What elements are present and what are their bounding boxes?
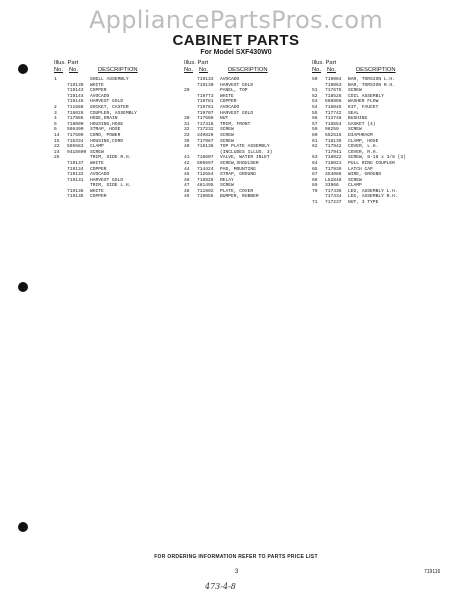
header-illus-part: Illus. Part (184, 60, 209, 66)
illus-number: 69 (312, 183, 318, 189)
illus-number: 33 (184, 132, 190, 138)
part-description: COUPLER, ASSEMBLY (90, 110, 137, 116)
part-description: STRAP, HOSE (90, 127, 121, 133)
header-illus-part: Illus. Part (54, 60, 79, 66)
part-description: DIAPHRAGM (348, 132, 373, 138)
part-number: 719055 (197, 194, 214, 200)
part-number: 719707 (197, 110, 214, 116)
part-number: 717675 (325, 88, 342, 94)
part-description: SOCKET, CASTER (90, 104, 129, 110)
illus-number: 57 (312, 121, 318, 127)
illus-number: 1 (54, 77, 57, 82)
illus-number: 47 (184, 183, 190, 189)
part-description: PULL RING COUPLER (348, 160, 395, 166)
part-description: SCREW (348, 88, 362, 94)
part-description: COPPER (90, 88, 107, 94)
part-description: RELAY (220, 177, 234, 183)
part-description: CORD, POWER (90, 132, 121, 138)
part-description: HARVEST GOLD (90, 177, 124, 183)
illus-number: 54 (312, 104, 318, 110)
column-header (54, 60, 178, 77)
part-number: 717232 (197, 127, 214, 133)
part-description: HARVEST GOLD (220, 82, 254, 88)
part-number: 714424 (197, 166, 214, 172)
part-description: COIL ASSEMBLY (348, 93, 384, 99)
part-description: HOUSING,CORD (90, 138, 124, 144)
illus-number: 45 (184, 172, 190, 178)
illus-number: 46 (184, 177, 190, 183)
part-description: WASHER FLOW (348, 99, 379, 105)
part-description: CLAMP, HOSE (348, 138, 379, 144)
part-description: TRIM, FRONT (220, 121, 251, 127)
illus-number: 51 (312, 88, 318, 94)
illus-number: 59 (312, 127, 318, 133)
illus-number: 4 (54, 116, 57, 122)
part-description: NUT, 3 TYPE (348, 200, 379, 206)
part-description: SCREW (348, 127, 362, 133)
part-description: (INCLUDES ILLUS. 3) (220, 149, 273, 155)
part-number: 719136 (67, 188, 84, 194)
part-description: KIT, FAUCET (348, 104, 379, 110)
part-number: 719134 (67, 166, 84, 172)
illus-number: 68 (312, 177, 318, 183)
page-subtitle: For Model SXF430W0 (200, 49, 272, 56)
part-description: SHELL ASSEMBLY (90, 77, 129, 82)
header-illus-part: Illus. Part (312, 60, 337, 66)
illus-number: 71 (312, 200, 318, 206)
part-number: 719131 (67, 177, 84, 183)
part-number: 719144 (67, 93, 84, 99)
part-number: 481495 (197, 183, 214, 189)
part-description: COPPER (220, 99, 237, 105)
illus-number: 41 (184, 155, 190, 161)
illus-number: 55 (312, 110, 318, 116)
part-number: 717434 (325, 194, 342, 200)
part-description: CLAMP (90, 144, 104, 150)
header-no: No. (184, 67, 194, 73)
part-description: COPPER (90, 194, 107, 200)
part-number: 712654 (197, 172, 214, 178)
part-description: PAD, MOUNTING (220, 166, 256, 172)
illus-number: 30 (184, 116, 190, 122)
ordering-info-note: FOR ORDERING INFORMATION REFER TO PARTS PRICE LIST (154, 554, 318, 560)
part-description: BUMPER, RUBBER (220, 194, 259, 200)
part-description: WHITE (90, 188, 104, 194)
parts-row (184, 194, 308, 200)
part-number: 596697 (197, 160, 214, 166)
part-description: SCREW (220, 138, 234, 144)
part-description: HOSE,DRAIN (90, 116, 118, 122)
part-number: 719139 (67, 82, 84, 88)
part-number: 596490 (67, 127, 84, 133)
part-description: HARVEST GOLD (220, 110, 254, 116)
part-description: SCREW, 8-18 x 3/8 (3) (348, 155, 406, 161)
part-description: PANEL, TOP (220, 88, 248, 94)
part-number: 719781 (197, 104, 214, 110)
part-description: NUT (220, 116, 229, 122)
punch-hole-top (18, 64, 28, 74)
illus-number: 29 (184, 88, 190, 94)
part-number: 717986 (67, 116, 84, 122)
part-number: 718000 (67, 121, 84, 127)
illus-number: 52 (312, 93, 318, 99)
part-description: TRIM, SIDE L.H. (90, 183, 132, 189)
part-description: COPPER (90, 166, 107, 172)
header-no: No. (54, 67, 64, 73)
part-number: 717942 (325, 144, 342, 150)
part-description: SCREW (220, 127, 234, 133)
illus-number: 6 (54, 127, 57, 133)
part-number: 716334 (67, 138, 84, 144)
part-description: AVOCADO (90, 172, 110, 178)
part-number: 711992 (197, 188, 214, 194)
column-header (312, 60, 440, 77)
part-number: 713748 (325, 116, 342, 122)
part-number: 354086 (325, 172, 342, 178)
illus-number: 31 (184, 121, 190, 127)
part-description: SCREW (220, 183, 234, 189)
part-number: 716136 (197, 144, 214, 150)
part-number: 717941 (325, 149, 342, 155)
part-number: 568868 (325, 99, 342, 105)
handwritten-note: 473-4-8 (205, 582, 236, 591)
part-number: 719135 (67, 194, 84, 200)
parts-column-2 (184, 60, 308, 200)
column-header (184, 60, 308, 77)
illus-number: 60 (312, 132, 318, 138)
part-description: BAR, TORSION L.H. (348, 77, 395, 82)
part-number: 718554 (325, 121, 342, 127)
illus-number: 67 (312, 172, 318, 178)
part-description: CLAMP (348, 183, 362, 189)
header-no: No. (312, 67, 322, 73)
header-description: DESCRIPTION (228, 67, 268, 73)
parts-row (312, 200, 440, 206)
part-number: 719132 (67, 172, 84, 178)
illus-number: 48 (184, 188, 190, 194)
illus-number: 39 (184, 138, 190, 144)
illus-number: 24 (54, 149, 60, 155)
part-number: 717668 (197, 116, 214, 122)
part-number: 717609 (67, 132, 84, 138)
watermark: AppliancePartsPros.com (88, 6, 384, 34)
part-number: 719064 (325, 77, 342, 82)
header-description: DESCRIPTION (356, 67, 396, 73)
parts-column-3 (312, 60, 440, 206)
part-number: 718607 (197, 155, 214, 161)
part-description: AVOCADO (220, 104, 240, 110)
illus-number: 56 (312, 116, 318, 122)
part-number: 719130 (197, 82, 214, 88)
part-number: 717939 (325, 166, 342, 172)
part-description: SCREW (348, 177, 362, 183)
part-description: HARVEST GOLD (90, 99, 124, 105)
part-number: 718021 (325, 160, 342, 166)
part-number: 717436 (325, 188, 342, 194)
part-description: BAR, TORSION R.H. (348, 82, 395, 88)
part-number: L52848 (325, 177, 342, 183)
illus-number: 42 (184, 160, 190, 166)
part-number: 716026 (67, 110, 84, 116)
illus-number: 65 (312, 166, 318, 172)
part-number: 717237 (325, 200, 342, 206)
part-number: 718045 (325, 104, 342, 110)
part-description: WIRE, GROUND (348, 172, 382, 178)
parts-row (54, 194, 178, 200)
part-description: GASKET (4) (348, 121, 376, 127)
part-description: SCREW (220, 132, 234, 138)
illus-number: 15 (54, 138, 60, 144)
illus-number: 2 (54, 104, 57, 110)
illus-number: 50 (312, 77, 318, 82)
illus-number: 62 (312, 144, 318, 150)
part-number: 711566 (67, 104, 84, 110)
illus-number: 26 (54, 155, 60, 161)
part-description: AVOCADO (220, 77, 240, 82)
parts-column-1 (54, 60, 178, 200)
page-title: CABINET PARTS (172, 32, 300, 49)
part-description: BUSHING (348, 116, 368, 122)
illus-number: 40 (184, 144, 190, 150)
part-description: TOP PLATE ASSEMBLY (220, 144, 270, 150)
part-description: WHITE (90, 82, 104, 88)
part-description: WHITE (220, 93, 234, 99)
illus-number: 14 (54, 132, 60, 138)
illus-number: 22 (54, 144, 60, 150)
punch-hole-bottom (18, 522, 28, 532)
illus-number: 5 (54, 121, 57, 127)
part-description: SEAL (348, 110, 360, 116)
part-number: 719143 (67, 88, 84, 94)
part-number: 719063 (325, 82, 342, 88)
part-number: 719133 (197, 77, 214, 82)
illus-number: 49 (184, 194, 190, 200)
illus-number: 63 (312, 155, 318, 161)
header-part-no: No. (69, 67, 79, 73)
page-number: 3 (235, 569, 239, 575)
part-description: COVER, L.H. (348, 144, 379, 150)
part-description: COVER, R.H. (348, 149, 379, 155)
document-number: 719116 (424, 569, 441, 575)
illus-number: 61 (312, 138, 318, 144)
part-description: LEG, ASSEMBLY L.H. (348, 188, 398, 194)
header-part-no: No. (199, 67, 209, 73)
part-description: VALVE, WATER INLET (220, 155, 270, 161)
part-number: 552515 (325, 132, 342, 138)
part-number: 98259 (325, 127, 339, 133)
part-description: PLATE, COVER (220, 188, 254, 194)
illus-number: 44 (184, 166, 190, 172)
part-number: 717742 (325, 110, 342, 116)
part-description: LEG, ASSEMBLY R.H. (348, 194, 398, 200)
part-number: 717967 (197, 138, 214, 144)
part-description: HOUSING,HOSE (90, 121, 124, 127)
part-number: 718526 (325, 93, 342, 99)
illus-number: 53 (312, 99, 318, 105)
header-description: DESCRIPTION (98, 67, 138, 73)
illus-number: 32 (184, 127, 190, 133)
part-number: 33966 (325, 183, 339, 189)
part-number: 349826 (197, 132, 214, 138)
part-description: SCREW,SHOULDER (220, 160, 259, 166)
part-number: 719145 (67, 99, 84, 105)
part-description: TRIM, SIDE R.H. (90, 155, 132, 161)
part-description: LATCH CAP (348, 166, 373, 172)
part-number: 719773 (197, 93, 214, 99)
header-part-no: No. (327, 67, 337, 73)
illus-number: 3 (54, 110, 57, 116)
part-description: AVOCADO (90, 93, 110, 99)
part-number: 717418 (197, 121, 214, 127)
part-number: 719781 (197, 99, 214, 105)
part-description: WHITE (90, 160, 104, 166)
part-number: 718022 (325, 155, 342, 161)
illus-number: 70 (312, 188, 318, 194)
part-number: 9415600 (67, 149, 87, 155)
part-number: 718926 (197, 177, 214, 183)
part-description: SCREW (90, 149, 104, 155)
part-number: 719137 (67, 160, 84, 166)
part-number: 596583 (67, 144, 84, 150)
part-number: 718139 (325, 138, 342, 144)
punch-hole-middle (18, 282, 28, 292)
part-description: STRAP, GROUND (220, 172, 256, 178)
illus-number: 64 (312, 160, 318, 166)
